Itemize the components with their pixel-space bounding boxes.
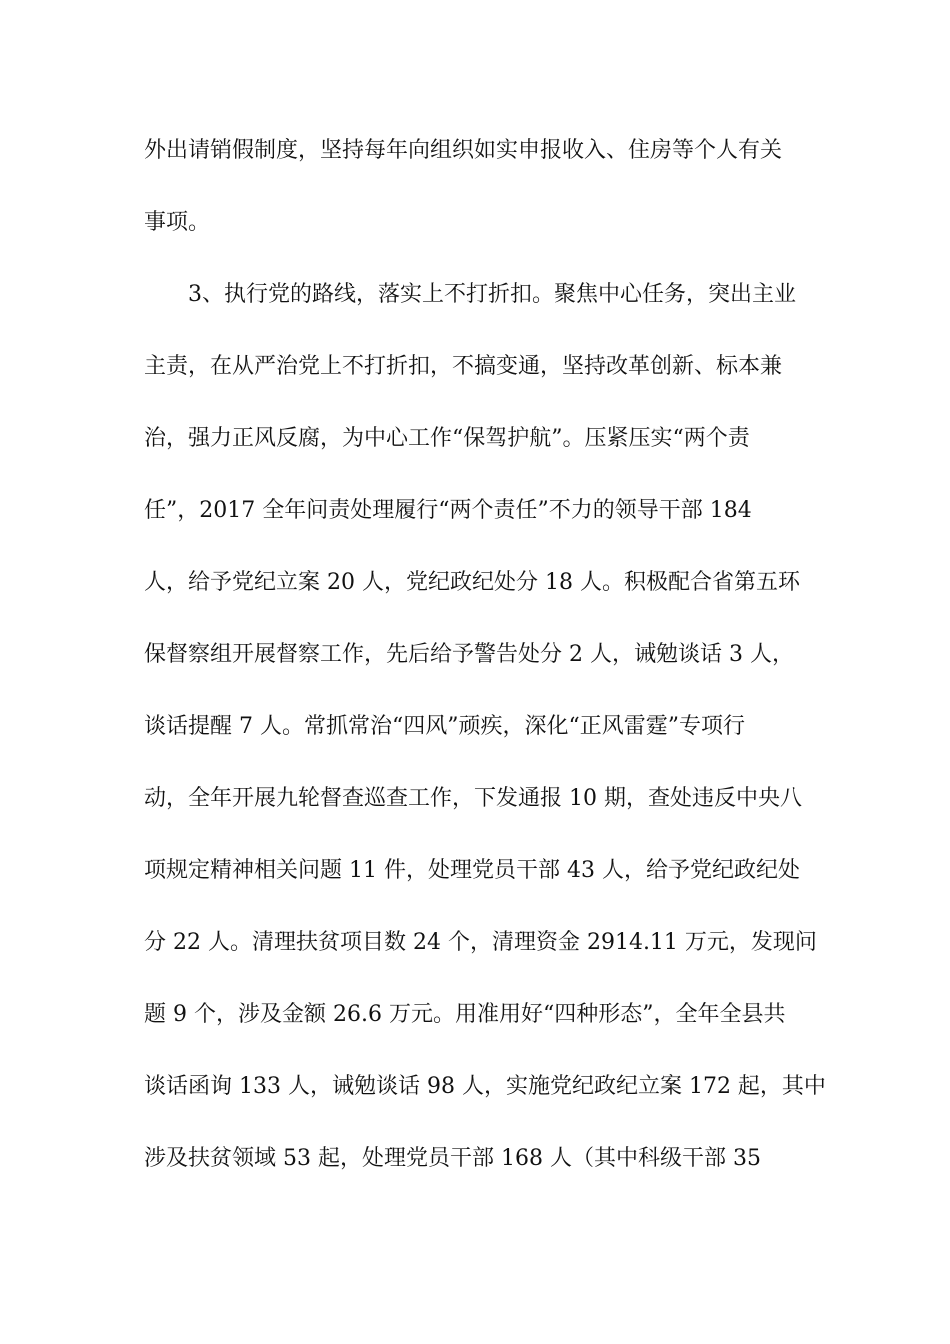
text-line-13: 题 9 个，涉及金额 26.6 万元。用准用好“四种形态”，全年全县共: [144, 1002, 786, 1027]
text-line-9: 谈话提醒 7 人。常抓常治“四风”顽疾，深化“正风雷霆”专项行: [144, 714, 745, 739]
text-line-10: 动，全年开展九轮督查巡查工作，下发通报 10 期，查处违反中央八: [144, 786, 802, 811]
text-line-6: 任”，2017 全年问责处理履行“两个责任”不力的领导干部 184: [144, 498, 752, 523]
paragraph-3-start: 3、执行党的路线，落实上不打折扣。聚焦中心任务，突出主业: [188, 282, 796, 307]
text-line-8: 保督察组开展督察工作，先后给予警告处分 2 人，诫勉谈话 3 人，: [144, 642, 794, 667]
text-line-15: 涉及扶贫领域 53 起，处理党员干部 168 人（其中科级干部 35: [144, 1146, 761, 1171]
text-line-2: 事项。: [144, 210, 211, 235]
text-line-12: 分 22 人。清理扶贫项目数 24 个，清理资金 2914.11 万元，发现问: [144, 930, 817, 955]
text-line-7: 人，给予党纪立案 20 人，党纪政纪处分 18 人。积极配合省第五环: [144, 570, 800, 595]
text-line-5: 治，强力正风反腐，为中心工作“保驾护航”。压紧压实“两个责: [144, 426, 750, 451]
text-line-1: 外出请销假制度，坚持每年向组织如实申报收入、住房等个人有关: [144, 138, 783, 163]
text-line-14: 谈话函询 133 人，诫勉谈话 98 人，实施党纪政纪立案 172 起，其中: [144, 1074, 826, 1099]
text-line-11: 项规定精神相关问题 11 件，处理党员干部 43 人，给予党纪政纪处: [144, 858, 800, 883]
text-line-4: 主责，在从严治党上不打折扣，不搞变通，坚持改革创新、标本兼: [144, 354, 783, 379]
body-text: [144, 124, 826, 1204]
